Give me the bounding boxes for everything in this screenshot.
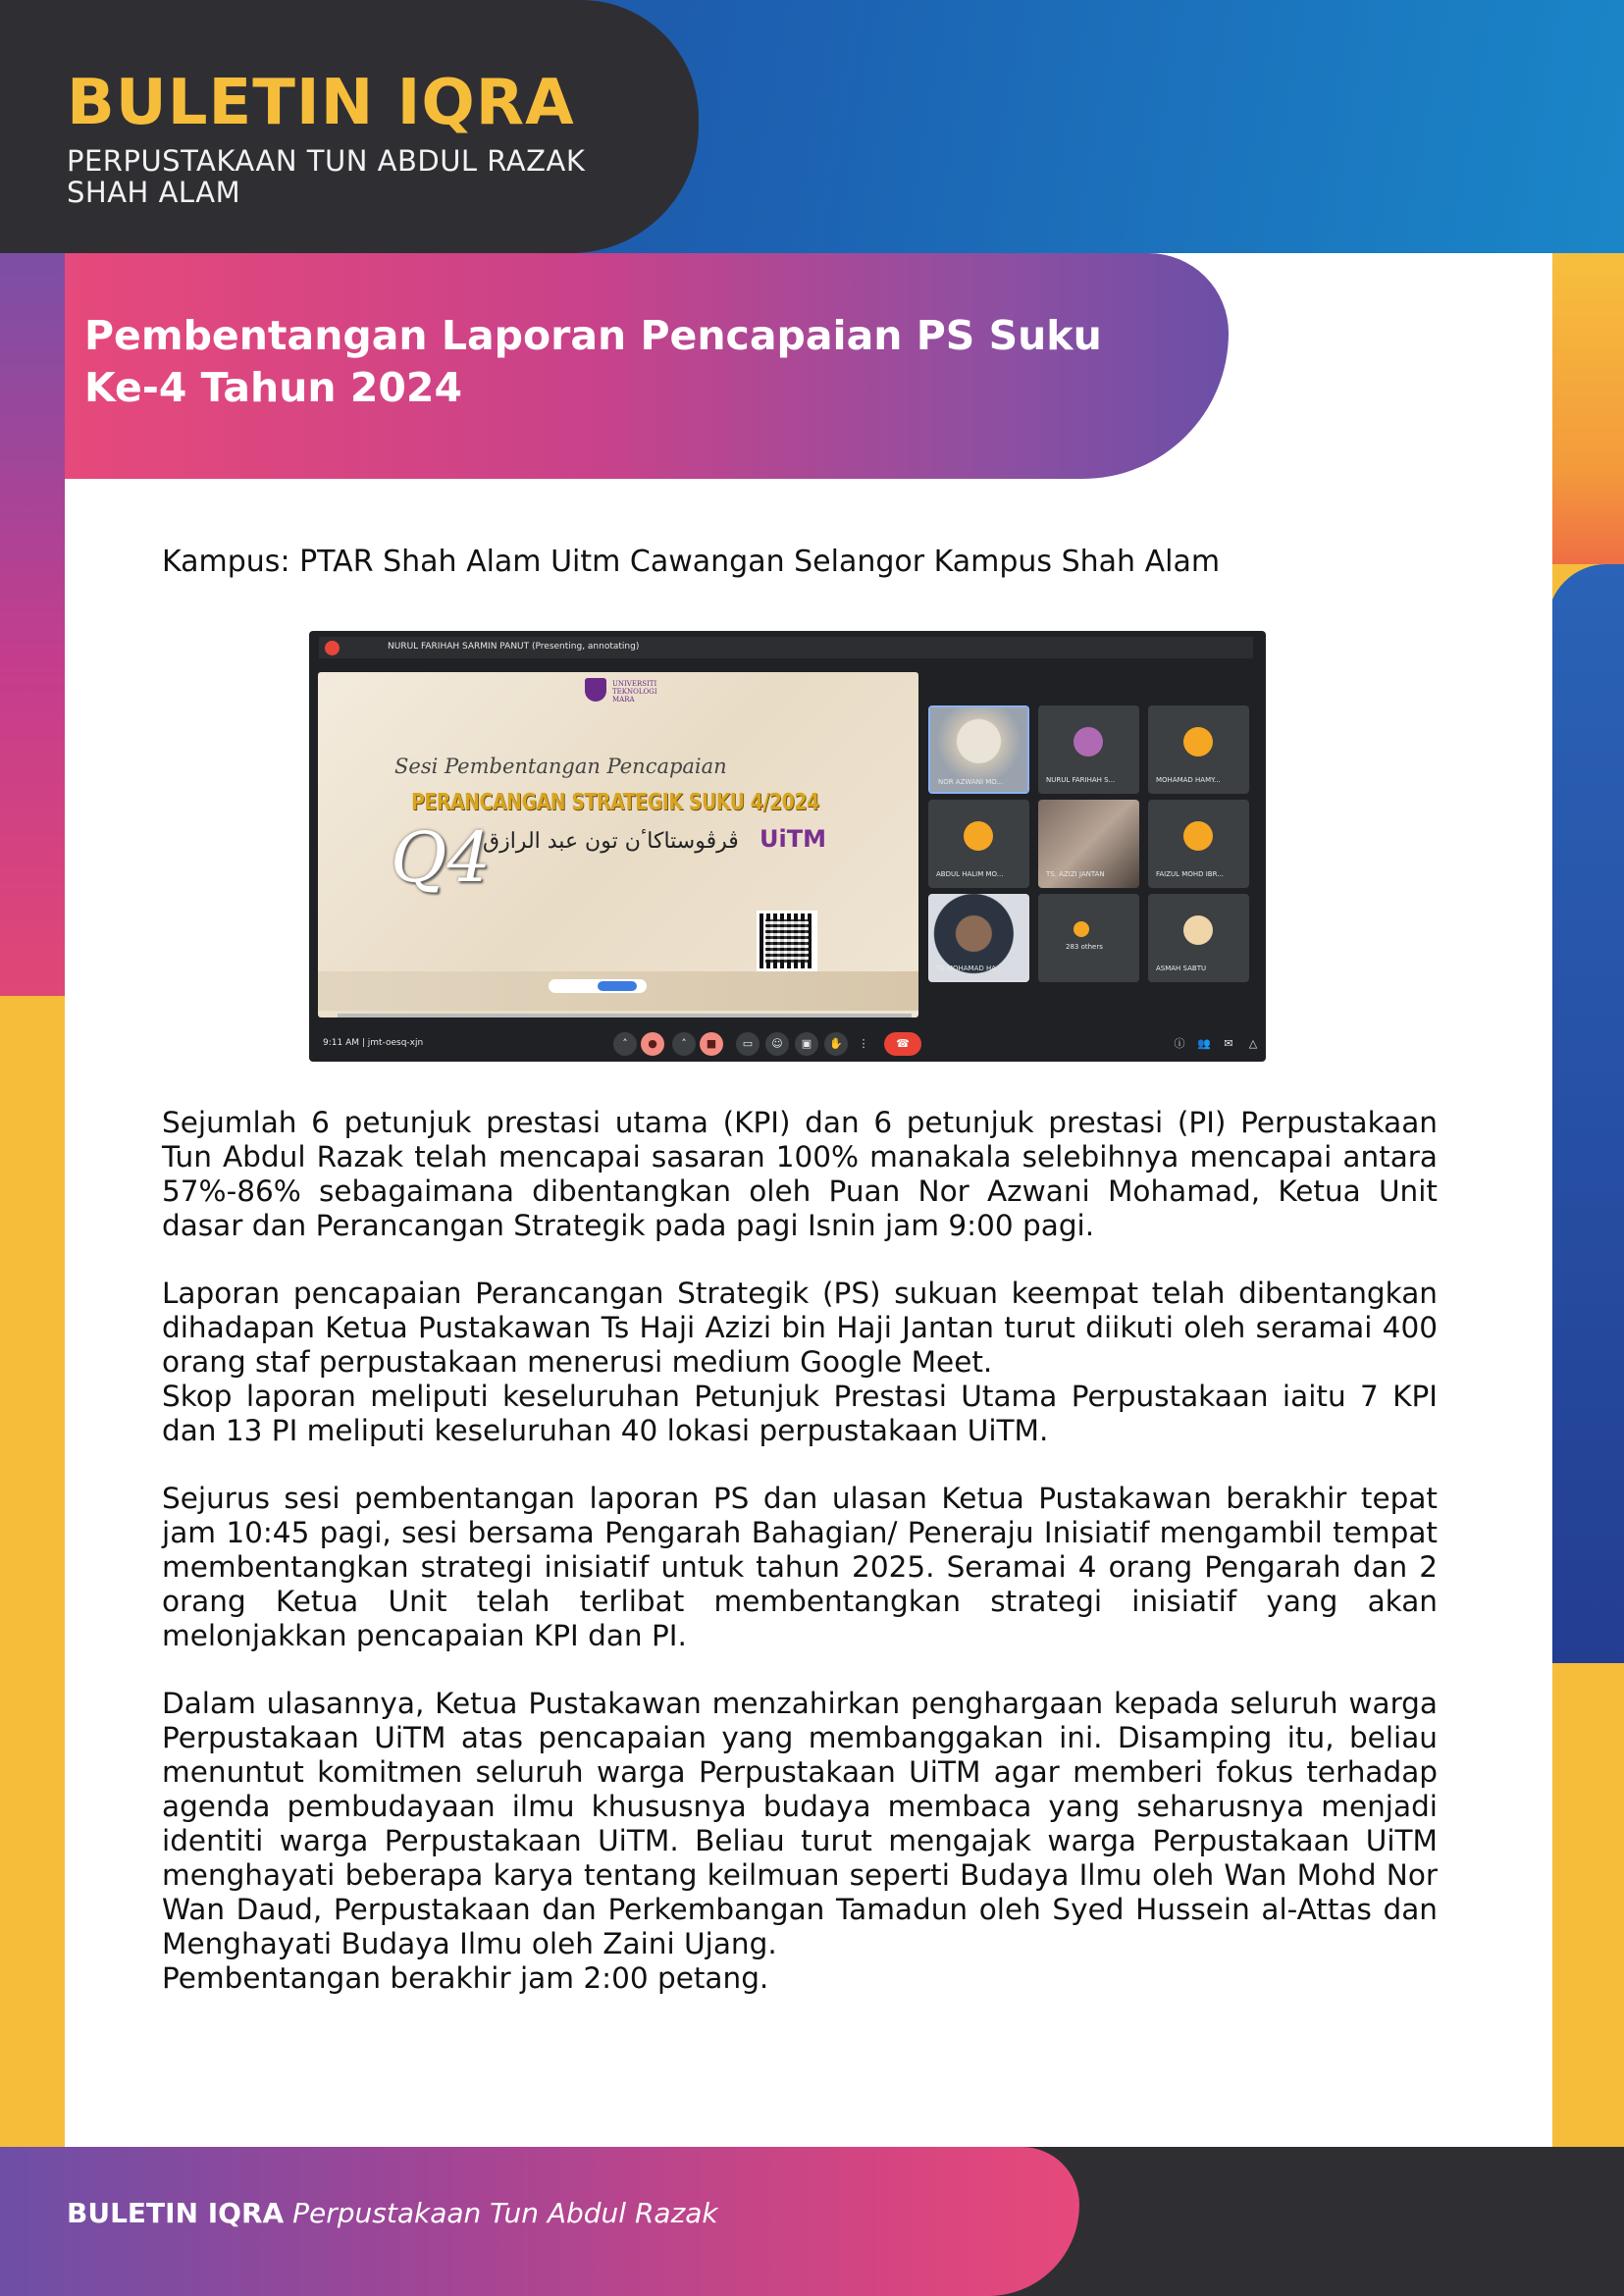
avatar [964, 821, 993, 851]
article-title-banner [65, 253, 1229, 479]
activities-icon: △ [1248, 1037, 1258, 1050]
participant-tile [928, 705, 1029, 794]
present-icon: ▣ [795, 1032, 818, 1056]
chat-icon: ✉ [1224, 1037, 1233, 1050]
slide-scrollbar [338, 1014, 912, 1018]
paragraph: Dalam ulasannya, Ketua Pustakawan menzahirkan penghargaan kepada seluruh warga Perpustakaan UiTM atas pencapaian yang membanggakan ini. Disamping itu, beliau menuntut komitmen seluruh warga Perpustakaan UiTM agar memberi fokus terhadap agenda pembudayaan ilmu khususnya budaya membaca yang seharusnya menjadi identiti warga Perpustakaan UiTM. Beliau turut mengajak warga Perpustakaan UiTM menghayati beberapa karya tentang keilmuan seperti Budaya Ilmu oleh Wan Mohd Nor Wan Daud, Perpustakaan dan Perkembangan Tamadun oleh Syed Hussein al-Attas dan Menghayati Budaya Ilmu oleh Zaini Ujang. [162, 1687, 1438, 1960]
participant-name: TS MOHAMAD HA... [936, 965, 1003, 972]
participant-tile [928, 800, 1029, 888]
slide-heading: PERANCANGAN STRATEGIK SUKU 4/2024 [411, 790, 819, 815]
presenter-label: NURUL FARIHAH SARMIN PANUT (Presenting, annotating) [388, 642, 640, 652]
mic-off-icon: ● [641, 1032, 664, 1056]
participant-tile [1038, 894, 1139, 982]
participant-tile [1038, 705, 1139, 794]
article-body [162, 1106, 1438, 2029]
emoji-icon: ☺ [765, 1032, 789, 1056]
paragraph: Sejumlah 6 petunjuk prestasi utama (KPI) dan 6 petunjuk prestasi (PI) Perpustakaan Tun Abdul Razak telah mencapai sasaran 100% manakala selebihnya mencapai antara 57%-86% sebagaimana dibentangkan oleh Puan Nor Azwani Mohamad, Ketua Unit dasar dan Perancangan Strategik pada pagi Isnin jam 9:00 pagi. [162, 1106, 1438, 1242]
slide-sesi-text: Sesi Pembentangan Pencapaian [394, 755, 727, 778]
recording-icon [325, 641, 340, 655]
avatar [1183, 821, 1213, 851]
right-yellow-band [1547, 1663, 1624, 2154]
subtitle-line-1: PERPUSTAKAAN TUN ABDUL RAZAK [67, 144, 586, 178]
meeting-controls [309, 1023, 1266, 1062]
slide-uitm-text: UiTM [760, 825, 826, 853]
participant-name: NURUL FARIHAH S... [1046, 776, 1116, 784]
stop-sharing-button [598, 981, 637, 991]
participant-tile [1148, 894, 1249, 982]
camera-off-icon: ■ [700, 1032, 723, 1056]
raise-hand-icon: ✋ [824, 1032, 848, 1056]
footer-brand-sub: Perpustakaan Tun Abdul Razak [292, 2197, 718, 2229]
subtitle-line-2: SHAH ALAM [67, 176, 241, 209]
campus-line: Kampus: PTAR Shah Alam Uitm Cawangan Selangor Kampus Shah Alam [162, 545, 1221, 579]
participant-name: NOR AZWANI MO... [938, 778, 1004, 786]
slide-jawi-text: ڤرڤوستاکاٴن تون عبد الرازق [483, 829, 739, 854]
participant-name: MOHAMAD HAMY... [1156, 776, 1221, 784]
more-options-icon: ⋮ [858, 1037, 869, 1050]
footer-brand [67, 2197, 718, 2229]
participant-name: FAIZUL MOHD IBR... [1156, 870, 1224, 878]
uitm-crest-icon [585, 678, 606, 702]
participant-tile [1038, 800, 1139, 888]
uitm-logo-text: UNIVERSITI TEKNOLOGI MARA [612, 680, 657, 704]
paragraph: Sejurus sesi pembentangan laporan PS dan ulasan Ketua Pustakawan berakhir tepat jam 10:45 pagi, sesi bersama Pengarah Bahagian/ Peneraju Inisiatif mengambil tempat membentangkan strategi inisiatif untuk tahun 2025. Seramai 4 orang Pengarah dan 2 orang Ketua Unit telah terlibat membentangkan strategi inisiatif yang akan melonjakkan pencapaian KPI dan PI. [162, 1482, 1438, 1652]
avatar [1183, 727, 1213, 757]
avatar [1074, 727, 1103, 757]
chevron-up-icon: ˄ [613, 1032, 637, 1056]
left-yellow-band [0, 996, 69, 2154]
participant-tile [1148, 800, 1249, 888]
paragraph: Pembentangan berakhir jam 2:00 petang. [162, 1961, 769, 1995]
meeting-time-code: 9:11 AM | jmt-oesq-xjn [323, 1038, 424, 1048]
participant-count: 283 others [1066, 943, 1103, 951]
qr-code-icon [757, 911, 817, 971]
info-icon: ⓘ [1174, 1037, 1185, 1050]
captions-icon: ▭ [736, 1032, 760, 1056]
bulletin-subtitle [67, 145, 655, 208]
end-call-icon: ☎ [884, 1032, 921, 1056]
paragraph: Skop laporan meliputi keseluruhan Petunjuk Prestasi Utama Perpustakaan iaitu 7 KPI dan 13 PI meliputi keseluruhan 40 lokasi perpustakaan UiTM. [162, 1380, 1438, 1447]
article-title [84, 310, 1164, 414]
article-title-line-1: Pembentangan Laporan Pencapaian PS Suku [84, 312, 1102, 359]
participant-tile [928, 894, 1029, 982]
participant-name: ABDUL HALIM MO... [936, 870, 1004, 878]
article-title-line-2: Ke-4 Tahun 2024 [84, 364, 462, 411]
right-blue-band [1547, 564, 1624, 1663]
slide-q4: Q4 [391, 817, 491, 898]
bulletin-title: BULETIN IQRA [67, 67, 575, 139]
participant-name: TS. AZIZI JANTAN [1046, 870, 1105, 878]
avatar [1183, 915, 1213, 945]
masthead [0, 0, 1624, 253]
footer-brand-name: BULETIN IQRA [67, 2197, 285, 2229]
avatar [1074, 921, 1089, 937]
masthead-brand-block [0, 0, 699, 253]
participant-name: ASMAH SABTU [1156, 965, 1207, 972]
chevron-up-icon: ˄ [672, 1032, 696, 1056]
meeting-screenshot [309, 631, 1266, 1062]
left-accent-band [0, 250, 69, 996]
people-icon: 👥 [1197, 1037, 1211, 1050]
right-orange-band [1547, 250, 1624, 564]
paragraph: Laporan pencapaian Perancangan Strategik (PS) sukuan keempat telah dibentangkan dihadapan Ketua Pustakawan Ts Haji Azizi bin Haji Jantan turut diikuti oleh seramai 400 orang staf perpustakaan menerusi medium Google Meet. [162, 1277, 1438, 1379]
presentation-slide [318, 672, 918, 1018]
participant-tile [1148, 705, 1249, 794]
